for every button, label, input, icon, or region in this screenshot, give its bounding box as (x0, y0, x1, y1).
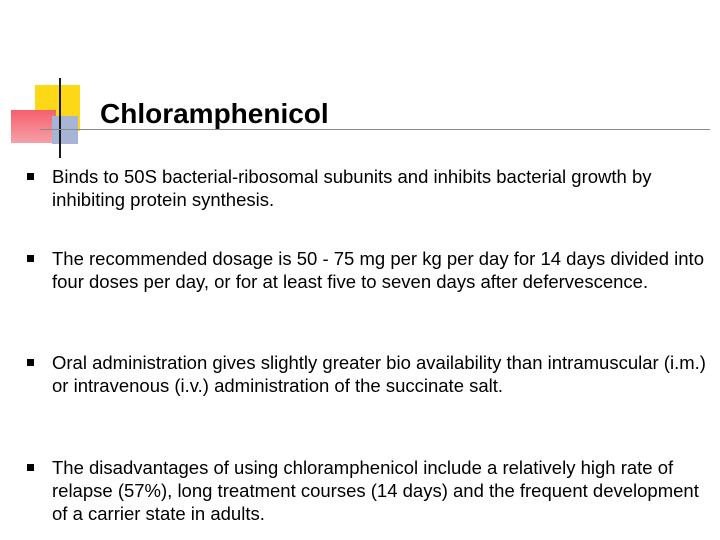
bullet-text: Oral administration gives slightly greater bio availability than intramuscular (i.m.) or intravenous (i.v.) administration of the succinate salt. (52, 352, 706, 396)
title-decoration-vertical-line (59, 78, 61, 158)
title-decoration-blue-square (52, 116, 78, 144)
square-bullet-icon (27, 173, 34, 180)
square-bullet-icon (27, 255, 34, 262)
title-decoration-red-bar (11, 110, 56, 143)
bullet-item (22, 165, 712, 211)
bullet-text: Binds to 50S bacterial-ribosomal subunits and inhibits bacterial growth by inhibiting protein synthesis. (52, 166, 652, 210)
bullet-item (22, 247, 712, 293)
bullet-text: The disadvantages of using chloramphenicol include a relatively high rate of relapse (57%), long treatment courses (14 days) and the frequent development of a carrier state in adults. (52, 457, 699, 524)
square-bullet-icon (27, 464, 34, 471)
bullet-item (22, 351, 712, 397)
bullet-text: The recommended dosage is 50 - 75 mg per kg per day for 14 days divided into four doses per day, or for at least five to seven days after defervescence. (52, 248, 704, 292)
bullet-item (22, 456, 712, 525)
square-bullet-icon (27, 359, 34, 366)
slide-title: Chloramphenicol (100, 98, 329, 129)
